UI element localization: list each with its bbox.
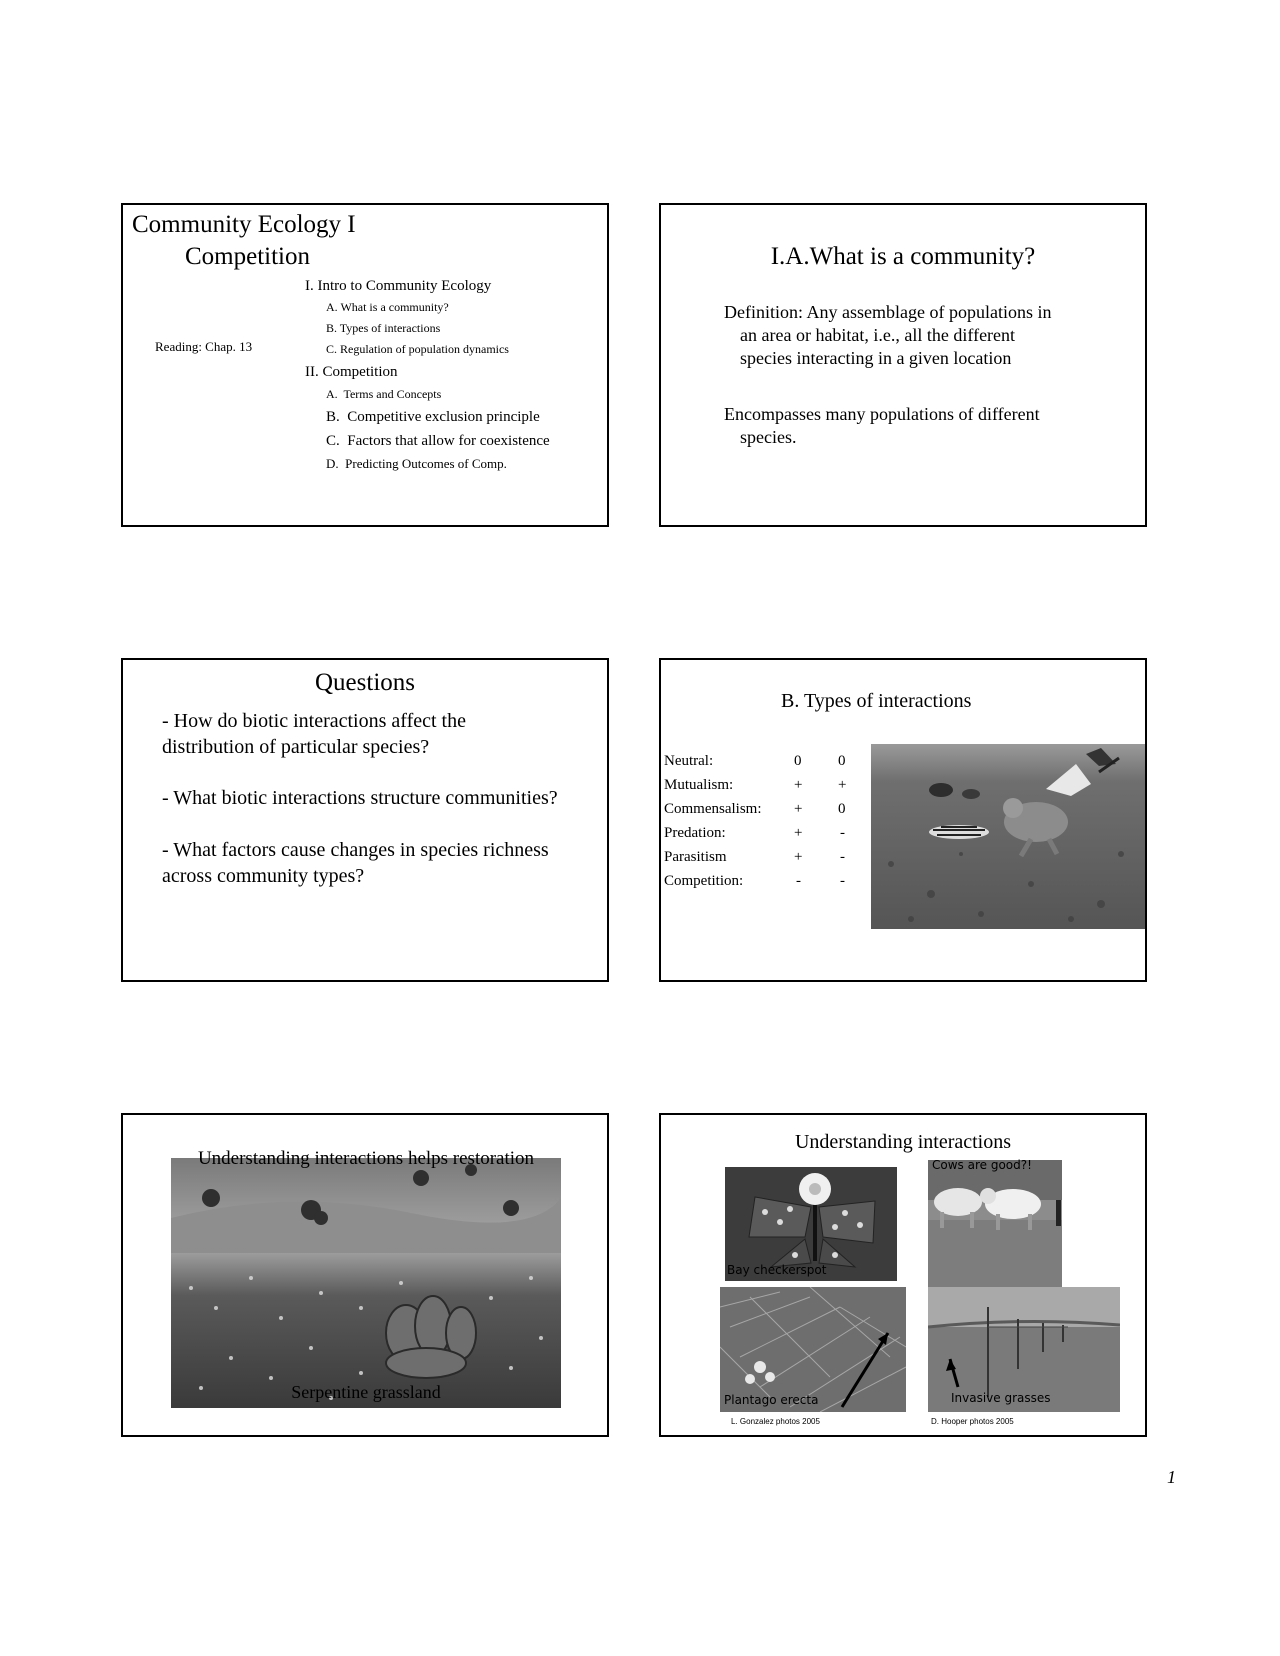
question-1-line1: - How do biotic interactions affect the bbox=[162, 710, 466, 732]
photo-caption: Serpentine grassland bbox=[291, 1382, 441, 1402]
slide-restoration bbox=[121, 1113, 609, 1437]
encompasses-line1: Encompasses many populations of different bbox=[724, 404, 1040, 424]
question-3-line1: - What factors cause changes in species richness bbox=[162, 839, 549, 861]
slide-title-line1: Community Ecology I bbox=[132, 211, 356, 238]
savanna-predation-photo bbox=[871, 744, 1147, 929]
encompasses-line2: species. bbox=[740, 427, 797, 447]
interaction-effect-b: - bbox=[840, 873, 845, 889]
interaction-name: Competition: bbox=[664, 873, 744, 889]
photo-credit-right: D. Hooper photos 2005 bbox=[931, 1417, 1014, 1426]
outline-item-i-a: A. What is a community? bbox=[326, 300, 449, 314]
slide-questions bbox=[121, 658, 609, 982]
interaction-effect-a: + bbox=[794, 801, 803, 817]
question-1-line2: distribution of particular species? bbox=[162, 736, 430, 758]
slide-types-of-interactions bbox=[659, 658, 1147, 982]
interaction-effect-b: + bbox=[838, 777, 847, 793]
interaction-effect-a: 0 bbox=[794, 753, 802, 769]
reading-note: Reading: Chap. 13 bbox=[155, 339, 253, 354]
outline-item-i: I. Intro to Community Ecology bbox=[305, 278, 492, 294]
slide-what-is-community bbox=[659, 203, 1147, 527]
interaction-name: Mutualism: bbox=[664, 777, 734, 793]
invasive-grasses-caption: Invasive grasses bbox=[951, 1391, 1051, 1405]
outline-item-ii-d: D. Predicting Outcomes of Comp. bbox=[326, 456, 507, 471]
slide-understanding-interactions bbox=[659, 1113, 1147, 1437]
slide-title: B. Types of interactions bbox=[781, 690, 972, 712]
plantago-caption: Plantago erecta bbox=[724, 1393, 819, 1407]
interaction-name: Neutral: bbox=[664, 753, 714, 769]
cows-caption: Cows are good?! bbox=[932, 1158, 1032, 1172]
interaction-effect-a: + bbox=[794, 849, 803, 865]
cows-photo bbox=[928, 1160, 1062, 1288]
interaction-name: Commensalism: bbox=[664, 801, 762, 817]
slide-title: I.A.What is a community? bbox=[770, 243, 1036, 270]
slide-community-ecology-intro bbox=[121, 203, 609, 527]
butterfly-caption: Bay checkerspot bbox=[727, 1263, 827, 1277]
outline-item-ii-a: A. Terms and Concepts bbox=[326, 387, 442, 401]
outline-item-ii: II. Competition bbox=[305, 364, 398, 380]
question-3-line2: across community types? bbox=[162, 865, 365, 887]
outline-item-i-b: B. Types of interactions bbox=[326, 321, 441, 335]
interaction-effect-b: 0 bbox=[838, 753, 846, 769]
interaction-name: Predation: bbox=[664, 825, 726, 841]
serpentine-grassland-photo bbox=[171, 1158, 561, 1408]
photo-credit-left: L. Gonzalez photos 2005 bbox=[731, 1417, 820, 1426]
slide-title-line2: Competition bbox=[185, 243, 310, 270]
page-number: 1 bbox=[1167, 1467, 1176, 1487]
interaction-effect-b: 0 bbox=[838, 801, 846, 817]
question-2: - What biotic interactions structure communities? bbox=[162, 787, 558, 809]
slide-title: Understanding interactions bbox=[794, 1131, 1012, 1153]
interaction-effect-b: - bbox=[840, 825, 845, 841]
interaction-name: Parasitism bbox=[664, 849, 727, 865]
interaction-effect-a: + bbox=[794, 777, 803, 793]
outline-item-ii-c: C. Factors that allow for coexistence bbox=[326, 433, 550, 449]
interaction-effect-b: - bbox=[840, 849, 845, 865]
definition-line3: species interacting in a given location bbox=[740, 348, 1012, 368]
slide-title: Understanding interactions helps restoration bbox=[197, 1148, 535, 1169]
outline-item-ii-b: B. Competitive exclusion principle bbox=[326, 409, 540, 425]
definition-line2: an area or habitat, i.e., all the different bbox=[740, 325, 1016, 345]
definition-line1: Definition: Any assemblage of populations in bbox=[724, 302, 1052, 322]
interaction-effect-a: + bbox=[794, 825, 803, 841]
slide-title: Questions bbox=[315, 669, 415, 696]
outline-item-i-c: C. Regulation of population dynamics bbox=[326, 342, 509, 356]
interaction-effect-a: - bbox=[796, 873, 801, 889]
